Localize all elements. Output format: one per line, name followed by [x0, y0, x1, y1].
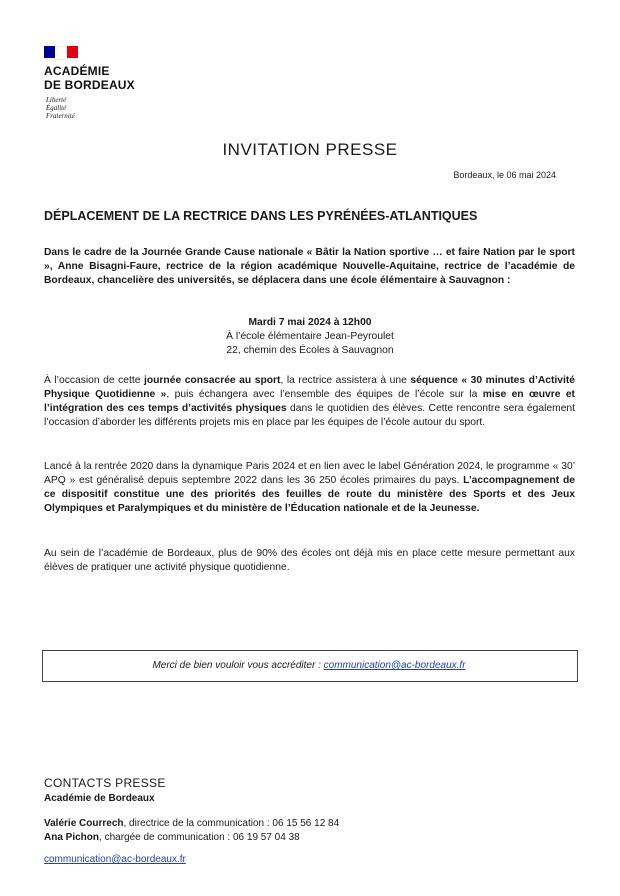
accreditation-email-link[interactable]: communication@ac-bordeaux.fr — [323, 660, 466, 671]
motto-egalite: Égalité — [46, 104, 67, 112]
event-address: 22, chemin des Écoles à Sauvagnon — [226, 345, 394, 356]
paragraph-program: Lancé à la rentrée 2020 dans la dynamique Paris 2024 et en lien avec le label Génération 2024, le programme « 30’ APQ » est généralisé depuis septembre 2022 dans les 36 250 écoles primaires du pays. L’accompagnement de ce dispositif constitue une des priorités des feuilles de route du ministère des Sports et des Jeux Olympiques et Paralympiques et du ministère de l’Éducation nationale et de la Jeunesse. — [44, 461, 575, 514]
contacts-org: Académie de Bordeaux — [44, 793, 155, 804]
paragraph-bordeaux-schools: Au sein de l’académie de Bordeaux, plus de 90% des écoles ont déjà mis en place cette mesure permettant aux élèves de pratiquer une activité physique quotidienne. — [44, 548, 575, 573]
org-name-line1: ACADÉMIE — [44, 64, 110, 78]
document-date: Bordeaux, le 06 mai 2024 — [453, 170, 556, 180]
event-datetime: Mardi 7 mai 2024 à 12h00 — [248, 317, 372, 328]
section-heading: DÉPLACEMENT DE LA RECTRICE DANS LES PYRÉNÉES-ATLANTIQUES — [44, 209, 478, 223]
page-title: INVITATION PRESSE — [222, 140, 398, 159]
motto-fraternite: Fraternité — [46, 112, 75, 120]
contact-valerie-courrech: Valérie Courrech, directrice de la communication : 06 15 56 12 84 — [44, 818, 340, 829]
event-place: À l’école élémentaire Jean-Peyroulet — [226, 331, 394, 342]
contacts-email-link[interactable]: communication@ac-bordeaux.fr — [44, 854, 186, 865]
republique-francaise-flag-logo — [44, 46, 78, 58]
accreditation-text: Merci de bien vouloir vous accréditer : communication@ac-bordeaux.fr — [152, 660, 466, 671]
org-name-line2: DE BORDEAUX — [44, 78, 135, 92]
contacts-title: CONTACTS PRESSE — [44, 776, 166, 790]
motto-liberte: Liberté — [46, 96, 67, 104]
intro-paragraph: Dans le cadre de la Journée Grande Cause nationale « Bâtir la Nation sportive … et faire Nation par le sport », Anne Bisagni-Faure, rectrice de la région académique Nouvelle-Aquitaine, rectrice de l’académie de Bordeaux, chancelière des universités, se déplacera dans une école élémentaire à Sauvagnon : — [44, 247, 575, 286]
contact-ana-pichon: Ana Pichon, chargée de communication : 06 19 57 04 38 — [44, 832, 300, 843]
paragraph-sport-day: À l’occasion de cette journée consacrée au sport, la rectrice assistera à une séquence « 30 minutes d’Activité Physique Quotidienne », puis échangera avec l’ensemble des équipes de l’école sur la mise en œuvre et l’intégration des ces temps d’activités physiques dans le quotidien des élèves. Cette rencontre sera également l’occasion d’aborder les différents projets mis en place par les équipes de l’école autour du sport. — [44, 375, 576, 428]
